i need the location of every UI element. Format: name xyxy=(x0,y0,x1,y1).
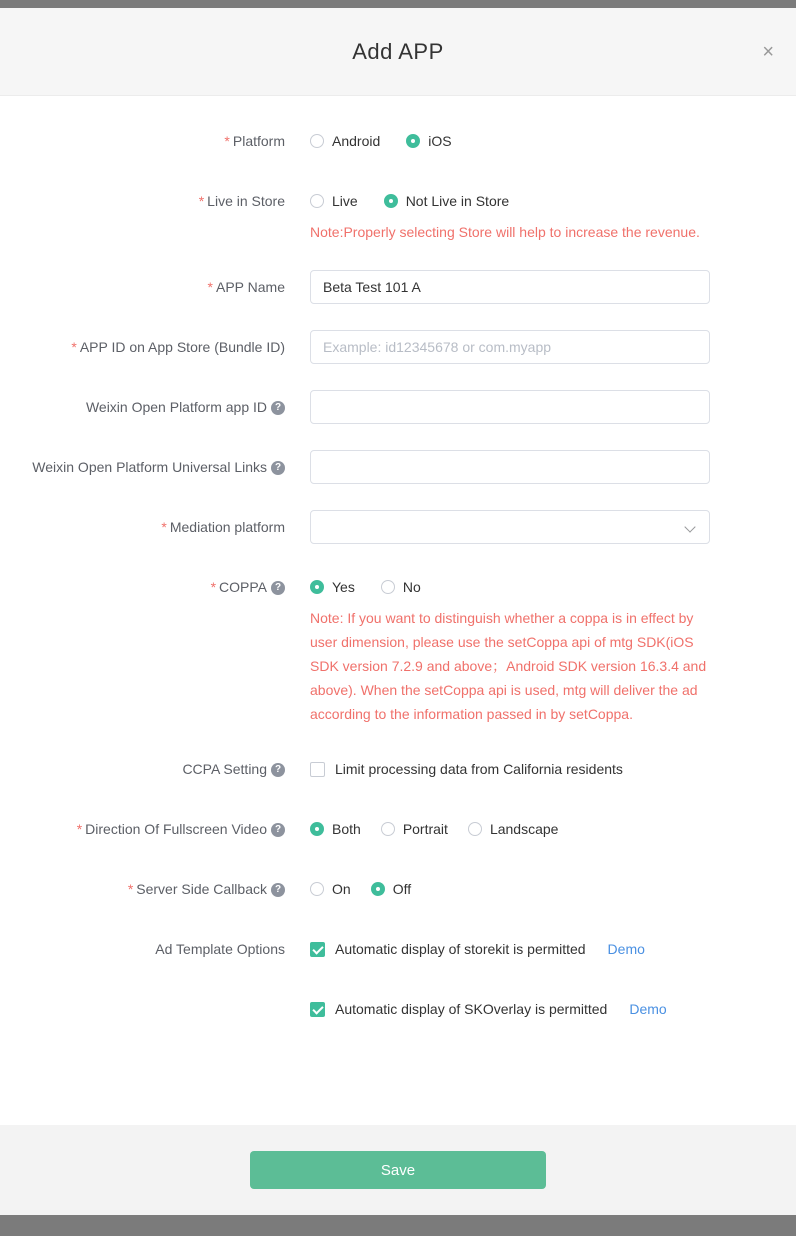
direction-control xyxy=(310,812,710,846)
form-row-weixin-universal-links xyxy=(0,450,796,484)
app-name-label xyxy=(0,270,310,304)
weixin-app-id-label xyxy=(0,390,310,424)
radio-not-live[interactable] xyxy=(384,193,510,209)
form-row-coppa xyxy=(0,570,796,726)
save-button[interactable]: Save xyxy=(250,1151,546,1189)
radio-label: Live xyxy=(332,193,358,209)
radio-indicator xyxy=(381,580,395,594)
ccpa-label-text: CCPA Setting xyxy=(182,761,267,777)
live-in-store-note: Note:Properly selecting Store will help to increase the revenue. xyxy=(310,224,700,240)
required-mark: * xyxy=(71,339,77,355)
modal-header xyxy=(0,8,796,96)
help-icon[interactable]: ? xyxy=(271,823,285,837)
radio-both[interactable] xyxy=(310,821,361,837)
help-icon[interactable]: ? xyxy=(271,581,285,595)
ccpa-checkbox-line xyxy=(310,752,710,786)
bottom-window-strip xyxy=(0,1215,796,1236)
radio-indicator xyxy=(406,134,420,148)
coppa-note: Note: If you want to distinguish whether a coppa is in effect by user dimension, please use the setCoppa api of mtg SDK(iOS SDK version 7.2.9 and above；Android SDK version 16.3.4 and above). When the setCoppa api is used, mtg will deliver the ad according to the information passed in by setCoppa. xyxy=(310,610,707,722)
storekit-checkbox-line xyxy=(310,932,710,966)
coppa-label-text: COPPA xyxy=(219,579,267,595)
app-id-label xyxy=(0,330,310,364)
direction-label xyxy=(0,812,310,846)
radio-label: On xyxy=(332,881,351,897)
skoverlay-demo-link[interactable]: Demo xyxy=(629,1001,667,1017)
app-name-control xyxy=(310,270,710,304)
radio-ios[interactable] xyxy=(406,133,451,149)
server-callback-radio-group xyxy=(310,872,710,906)
help-icon[interactable]: ? xyxy=(271,401,285,415)
radio-indicator xyxy=(384,194,398,208)
modal-title: Add APP xyxy=(352,38,444,64)
ad-template-label xyxy=(0,932,310,966)
radio-live[interactable] xyxy=(310,193,358,209)
required-mark: * xyxy=(224,133,230,149)
close-icon[interactable]: × xyxy=(762,40,774,63)
skoverlay-checkbox-label: Automatic display of SKOverlay is permitted xyxy=(335,1001,608,1017)
radio-indicator xyxy=(381,822,395,836)
form-row-live-in-store xyxy=(0,184,796,244)
required-mark: * xyxy=(76,821,83,837)
weixin-universal-links-control xyxy=(310,450,710,484)
radio-indicator xyxy=(310,882,324,896)
form-row-app-id xyxy=(0,330,796,364)
form-row-platform xyxy=(0,124,796,158)
top-window-strip xyxy=(0,0,796,8)
mediation-platform-label xyxy=(0,510,310,544)
radio-portrait[interactable] xyxy=(381,821,448,837)
radio-label: No xyxy=(402,579,421,595)
live-in-store-label-text: Live in Store xyxy=(207,193,285,209)
radio-indicator xyxy=(310,194,324,208)
form-row-app-name xyxy=(0,270,796,304)
weixin-universal-links-label xyxy=(0,450,310,484)
form-row-mediation-platform xyxy=(0,510,796,544)
form-row-ad-template xyxy=(0,932,796,1026)
radio-indicator xyxy=(371,882,385,896)
server-callback-label xyxy=(0,872,310,906)
platform-label-text: Platform xyxy=(232,133,285,149)
add-app-form xyxy=(0,96,796,1125)
live-in-store-label xyxy=(0,184,310,218)
required-mark: * xyxy=(210,579,217,595)
radio-coppa-yes[interactable] xyxy=(310,579,355,595)
radio-label: iOS xyxy=(428,133,452,149)
required-mark: * xyxy=(127,881,134,897)
radio-label: Yes xyxy=(332,579,355,595)
radio-label: Landscape xyxy=(489,821,559,837)
skoverlay-checkbox[interactable] xyxy=(310,1002,325,1017)
required-mark: * xyxy=(207,279,213,295)
help-icon[interactable]: ? xyxy=(271,763,285,777)
storekit-demo-link[interactable]: Demo xyxy=(607,941,645,957)
radio-label: Both xyxy=(332,821,361,837)
form-row-server-callback xyxy=(0,872,796,906)
radio-indicator xyxy=(310,134,324,148)
radio-label: Android xyxy=(332,133,381,149)
weixin-app-id-label-text: Weixin Open Platform app ID xyxy=(85,399,267,415)
ad-template-control xyxy=(310,932,710,1026)
radio-landscape[interactable] xyxy=(468,821,559,837)
weixin-universal-links-input[interactable] xyxy=(310,450,710,484)
app-name-label-text: APP Name xyxy=(216,279,285,295)
weixin-app-id-input[interactable] xyxy=(310,390,710,424)
direction-label-text: Direction Of Fullscreen Video xyxy=(85,821,267,837)
coppa-label xyxy=(0,570,310,604)
form-row-weixin-app-id xyxy=(0,390,796,424)
app-id-control xyxy=(310,330,710,364)
mediation-platform-control xyxy=(310,510,710,544)
skoverlay-checkbox-line xyxy=(310,992,710,1026)
help-icon[interactable]: ? xyxy=(271,883,285,897)
coppa-radio-group xyxy=(310,570,710,604)
radio-label: Not Live in Store xyxy=(405,193,510,209)
mediation-platform-select[interactable] xyxy=(310,510,710,544)
radio-coppa-no[interactable] xyxy=(381,579,421,595)
app-id-input[interactable] xyxy=(310,330,710,364)
platform-control xyxy=(310,124,710,158)
ccpa-label xyxy=(0,752,310,786)
chevron-down-icon xyxy=(684,521,695,532)
storekit-checkbox-label: Automatic display of storekit is permitted xyxy=(335,941,586,957)
ccpa-control xyxy=(310,752,710,786)
help-icon[interactable]: ? xyxy=(271,461,285,475)
required-mark: * xyxy=(161,519,167,535)
server-callback-control xyxy=(310,872,710,906)
radio-indicator xyxy=(310,822,324,836)
direction-radio-group xyxy=(310,812,710,846)
modal-footer xyxy=(0,1125,796,1215)
radio-indicator xyxy=(310,580,324,594)
form-row-ccpa xyxy=(0,752,796,786)
ccpa-checkbox[interactable] xyxy=(310,762,325,777)
weixin-app-id-control xyxy=(310,390,710,424)
platform-label xyxy=(0,124,310,158)
form-row-direction xyxy=(0,812,796,846)
radio-indicator xyxy=(468,822,482,836)
ccpa-checkbox-label: Limit processing data from California residents xyxy=(335,761,623,777)
weixin-universal-links-label-text: Weixin Open Platform Universal Links xyxy=(32,459,267,475)
mediation-platform-label-text: Mediation platform xyxy=(169,519,285,535)
required-mark: * xyxy=(198,193,205,209)
radio-on[interactable] xyxy=(310,881,351,897)
app-id-label-text: APP ID on App Store (Bundle ID) xyxy=(79,339,285,355)
server-callback-label-text: Server Side Callback xyxy=(136,881,267,897)
coppa-control xyxy=(310,570,710,726)
storekit-checkbox[interactable] xyxy=(310,942,325,957)
radio-label: Off xyxy=(392,881,412,897)
radio-off[interactable] xyxy=(371,881,411,897)
ad-template-label-text: Ad Template Options xyxy=(155,941,285,957)
app-name-input[interactable] xyxy=(310,270,710,304)
platform-radio-group xyxy=(310,124,710,158)
live-in-store-radio-group xyxy=(310,184,710,218)
live-in-store-control xyxy=(310,184,710,244)
radio-android[interactable] xyxy=(310,133,380,149)
radio-label: Portrait xyxy=(402,821,448,837)
